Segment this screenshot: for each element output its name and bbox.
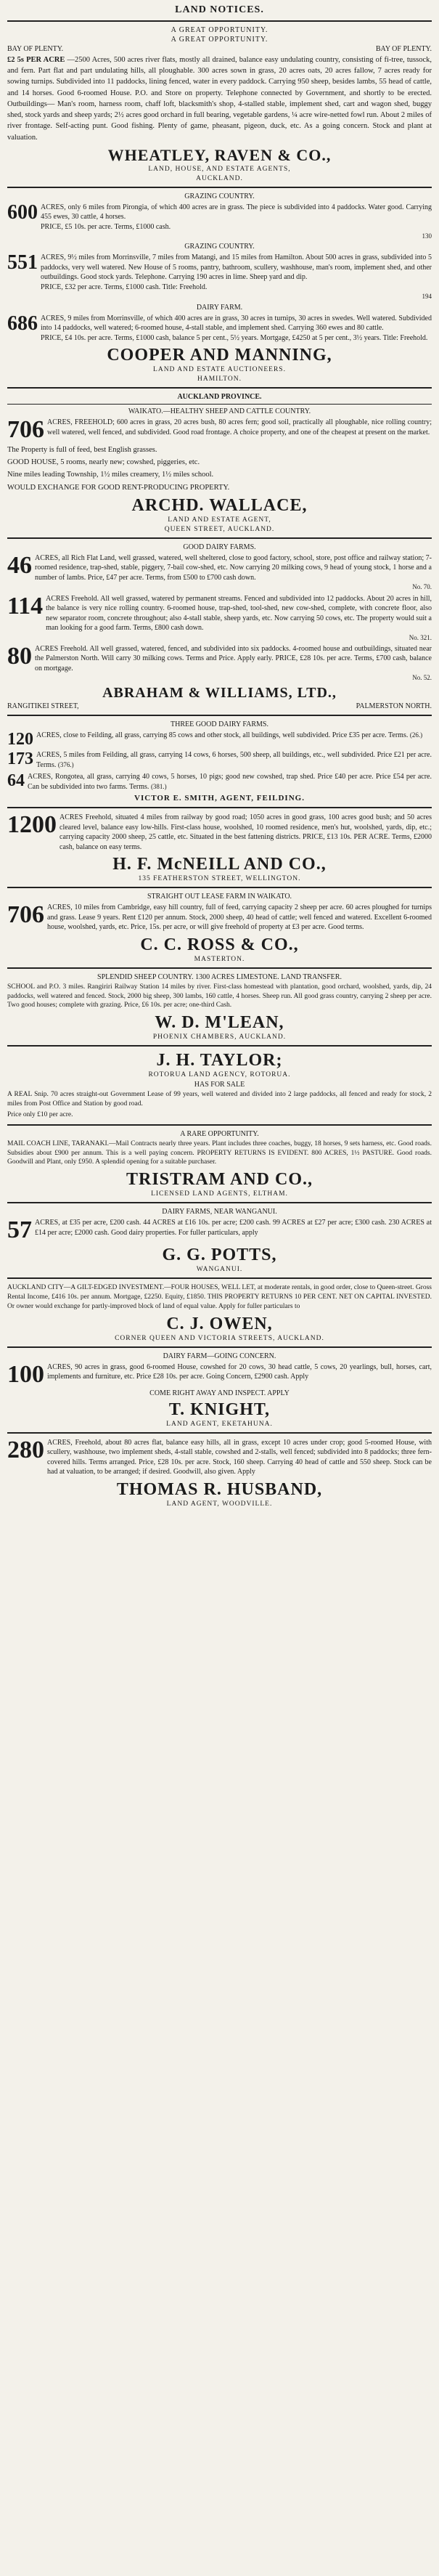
ad-tristram — [7, 1130, 432, 1198]
ad-body: SCHOOL and P.O. 3 miles. Rangiriri Railway Station 14 miles by river. First-class homestead with plantation, good orchard, woolshed, yards, dip, 24 paddocks, well watered and fenced. Stock, 2000 big sheep, 300 lambs, 160 cattle, 4 horses. Sheep run. All good grass country, carrying 2 sheep per acre. Two good houses; complete with grazing. Price, £6 10s. per acre; one-third Cash. — [7, 983, 432, 1009]
firm-sub: LAND AND ESTATE AUCTIONEERS. — [153, 366, 286, 374]
acreage: 100 — [7, 1360, 44, 1388]
inspect-line: COME RIGHT AWAY AND INSPECT. APPLY — [149, 1389, 290, 1397]
firm-city: MASTERTON. — [194, 955, 245, 963]
divider — [7, 1045, 432, 1047]
listing-text — [28, 772, 432, 792]
firm-name: VICTOR E. SMITH, AGENT, FEILDING. — [134, 794, 305, 803]
listing-ref: 194 — [422, 293, 432, 301]
ad-title: WAIKATO.—HEALTHY SHEEP AND CATTLE COUNTRY. — [128, 407, 311, 416]
firm-address — [7, 702, 432, 710]
ad-body-text: —2500 Acres, 500 acres river flats, mostly all drained, balance easy undulating country, consisting of fi-tree, tussock, and fern. Part flat and part undulating hills, all ploughable. 300 acres sown in grass, 20 acres oats, 20 acres fallow, 7 acres ready for sowing turnips. Subdivided into 11 paddocks, lining fenced, water in every paddock. Carrying 950 sheep, besides lambs, 55 head of cattle, and 14 horses. Good 6-roomed House. P.O. and Store on property. Telephone connected by Government, and shortly to be erected. Outbuildings— Man's room, harness room, chaff loft, blacksmith's shop, 4-stalled stable, implement shed, cart and wagon shed, buggy shed, stock yards and sheep yards; 2½ acres good orchard in full bearing, vegetable gardens, ¼ acre wire-netted fowl run. About 2 miles of river frontage. Self-acting punt. Good fishing. Plenty of game, pheasant, pigeon, duck, etc. As a going concern. Stock and plant at valuation. — [7, 56, 432, 142]
acreage: 706 — [7, 416, 44, 444]
page-header: LAND NOTICES. — [175, 4, 264, 15]
firm-address: PHOENIX CHAMBERS, AUCKLAND. — [152, 1033, 287, 1041]
firm-sub: ROTORUA LAND AGENCY, ROTORUA. — [148, 1071, 291, 1079]
divider — [7, 387, 432, 389]
ad-mcneill — [7, 813, 432, 882]
listing — [7, 1218, 432, 1243]
listing — [7, 644, 432, 683]
acreage: 600 — [7, 200, 38, 224]
listing-ref: No. 52. — [412, 674, 432, 682]
ad-thomas-husband — [7, 1438, 432, 1508]
listing-text — [36, 731, 432, 741]
ad-wheatley-raven — [7, 26, 432, 182]
ad-body: MAIL COACH LINE, TARANAKI.—Mail Contracts nearly three years. Plant includes three coaches, buggy, 18 horses, 9 sets harness, etc. Good roads. Subsidies about £900 per annum. This is a well paying concern. PROPERTY RETURNS IS EVIDENT. 800 ACRES, 1½ PASTURE. Good roads. Goodwill and Plant, only £950. A splendid opening for a suitable purchaser. — [7, 1139, 432, 1166]
listing — [7, 813, 432, 852]
ad-t-knight — [7, 1352, 432, 1428]
firm-sub: LAND AND ESTATE AGENT, — [168, 516, 271, 524]
ad-gg-potts — [7, 1208, 432, 1273]
listing — [7, 253, 432, 301]
listing-desc: ACRES, Rongotea, all grass, carrying 40 cows, 5 horses, 10 pigs; good new cowshed, trap shed. Price £40 per acre. Price £54 per acre. Can be subdivided into two farms. Terms. — [28, 773, 432, 791]
listing-ref: (26.) — [409, 731, 423, 739]
place-right: BAY OF PLENTY. — [375, 45, 432, 53]
listing — [7, 750, 432, 770]
firm-city: AUCKLAND. — [196, 174, 243, 182]
divider — [7, 537, 432, 539]
section-heading: A RARE OPPORTUNITY. — [180, 1129, 259, 1138]
acreage: 46 — [7, 551, 32, 579]
divider — [7, 1346, 432, 1348]
sale-label: HAS FOR SALE — [194, 1081, 245, 1089]
listing-ref: (376.) — [57, 760, 74, 768]
divider — [7, 1202, 432, 1203]
ad-jh-taylor — [7, 1051, 432, 1119]
listing-text — [41, 203, 432, 241]
ad-cc-ross — [7, 893, 432, 963]
listing — [7, 314, 432, 344]
firm-sub: LAND AGENT, WOODVILLE. — [166, 1500, 273, 1508]
section-heading: DAIRY FARM—GOING CONCERN. — [163, 1352, 276, 1360]
ad-price: Price only £10 per acre. — [7, 1110, 73, 1118]
ad-victor-smith — [7, 720, 432, 803]
listing-desc: ACRES, 9 miles from Morrinsville, of which 400 acres are in grass, 30 acres in turnips, 30 acres in swedes. Well watered. Subdivided into 14 paddocks, well watered; 6-roomed house, 4-stall stable, and implement shed. Carrying 360 ewes and 80 cattle. — [41, 314, 432, 333]
acreage: 1200 — [7, 811, 57, 839]
listing-text — [35, 644, 432, 683]
section-heading: GRAZING COUNTRY. — [184, 192, 255, 200]
acreage: 551 — [7, 251, 38, 275]
listing — [7, 1438, 432, 1477]
section-heading: DAIRY FARM. — [196, 303, 243, 312]
listing-desc: ACRES, 9½ miles from Morrinsville, 7 miles from Matangi, and 15 miles from Hamilton. About 500 acres in grass, subdivided into 5 paddocks, very well watered. New House of 5 rooms, pantry, bathroom, scullery, washhouse, man's room, implement shed, and other outbuildings. Good stock yards. Telephone. Carrying 190 acres in lime. Sheep yard and dip. — [41, 253, 432, 282]
firm-name: G. G. POTTS, — [162, 1246, 277, 1265]
firm-city: HAMILTON. — [197, 375, 242, 383]
acreage: 57 — [7, 1216, 32, 1244]
divider — [7, 715, 432, 716]
section-heading: DAIRY FARMS, NEAR WANGANUI. — [162, 1208, 277, 1216]
ad-body: A REAL Snip. 70 acres straight-out Government Lease of 99 years, well watered and divided into 2 large paddocks, all fenced and ready for stock, 2 miles from Post Office and Station by good road. — [7, 1091, 432, 1108]
firm-name: T. KNIGHT, — [168, 1399, 271, 1419]
divider-thin — [7, 404, 432, 405]
listing — [7, 594, 432, 642]
section-heading: GOOD DAIRY FARMS. — [183, 543, 256, 551]
firm-name: THOMAS R. HUSBAND, — [116, 1479, 323, 1499]
divider — [7, 1432, 432, 1434]
listing — [7, 731, 432, 748]
firm-address: CORNER QUEEN AND VICTORIA STREETS, AUCKLAND. — [115, 1334, 324, 1342]
listing-desc: ACRES Freehold. All well grassed, watered by permanent streams. Fenced and subdivided into 12 paddocks. About 20 acres in hill, the balance is very nice rolling country. 6-roomed house, trap-shed, tool-shed, new cow-shed, complete, with concrete floor, also new separator room, concrete throughout; also 4-stall stable, sheep yards, etc. Now carrying 50 cows, etc. The property would suit a man looking for a good farm. Terms, £800 cash down. — [46, 594, 432, 633]
listing-ref: (381.) — [150, 782, 167, 790]
acreage: 280 — [7, 1436, 44, 1463]
listing-desc: ACRES, all Rich Flat Land, well grassed, watered, well sheltered, close to good factory, school, store, post office and railway station; 7-roomed residence, trap-shed, stable, piggery, 7-bail cow-shed, etc. Now carrying 20 milking cows, 9 head of young stock, 1 horse and a number of lambs. Price, £47 per acre. Terms, from £500 to £700 cash down. — [35, 553, 432, 582]
firm-sub: LICENSED LAND AGENTS, ELTHAM. — [151, 1190, 288, 1198]
listing-text: ACRES, Freehold, about 80 acres flat, balance easy hills, all in grass, except 10 acres under crop; good 5-roomed House, with scullery, washhouse, two implement sheds, 4-stall stable, cowshed and 2-stalls, well fenced; subdivided into 8 paddocks; three fern-covered hills. Terms arranged. Price, £28 10s. per acre. Stock, 160 sheep. Carrying 40 head of cattle and 550 sheep. Stock can be had at valuation, to be arranged; if desired. Goodwill, also given. Apply — [47, 1438, 432, 1476]
ad-wd-mclean — [7, 973, 432, 1041]
acreage: 120 — [7, 730, 33, 749]
firm-name: C. J. OWEN, — [166, 1314, 273, 1333]
ad-body: AUCKLAND CITY—A GILT-EDGED INVESTMENT.—FOUR HOUSES, WELL LET, at moderate rentals, in good order, close to Queen-street. Gross Rental Income, £416 10s. per annum. Mortgage, £2250. Equity, £1850. THIS PROPERTY RETURNS 10 PER CENT. NET ON CAPITAL INVESTED. Or owner would exchange for partly-improved block of land of equal value. Apply for fuller particulars to — [7, 1284, 432, 1310]
listing-desc: ACRES, only 6 miles from Pirongia, of which 400 acres are in grass. The piece is subdivided into 4 paddocks. Water good. Carrying 455 ewes, 30 cattle, 4 horses. — [41, 203, 432, 222]
firm-name: ABRAHAM & WILLIAMS, LTD., — [102, 685, 337, 702]
divider — [7, 807, 432, 808]
listing-text — [41, 253, 432, 301]
listing-text — [46, 594, 432, 642]
acreage: 64 — [7, 771, 25, 791]
acreage: 173 — [7, 749, 33, 769]
firm-name: WHEATLEY, RAVEN & CO., — [107, 145, 332, 164]
divider — [7, 1277, 432, 1279]
firm-city: QUEEN STREET, AUCKLAND. — [164, 525, 275, 533]
header-rule — [7, 20, 432, 22]
ad-line: GOOD HOUSE, 5 rooms, nearly new; cowshed, piggeries, etc. — [7, 458, 200, 467]
firm-sub: LAND, HOUSE, AND ESTATE AGENTS, — [148, 165, 291, 173]
ad-line: WOULD EXCHANGE FOR GOOD RENT-PRODUCING PROPERTY. — [7, 483, 230, 492]
land-notices-page — [7, 3, 432, 2570]
listing-text: ACRES, 10 miles from Cambridge, easy hill country, full of feed, carrying capacity 2 sheep per acre. 60 acres ploughed for turnips and grass. Lease 9 years. Rent £120 per annum. Stock, 2000 sheep, 40 head of cattle; well fenced and watered. Excellent 6-roomed house, woolshed, yards, etc. Price, 15s. per acre, or will give freehold of property at £3 per acre. Good terms. — [47, 903, 432, 932]
listing-price: PRICE, £32 per acre. Terms, £1000 cash. Title: Freehold. — [41, 283, 208, 291]
listing-text: ACRES, 90 acres in grass, good 6-roomed House, cowshed for 20 cows, 30 head cattle, 5 cows, 20 yearlings, bull, horses, cart, implements and furniture, etc. Price £28 10s. per acre. Going Concern, £2900 cash. Apply — [47, 1362, 432, 1381]
acreage: 706 — [7, 901, 44, 929]
acreage: 114 — [7, 592, 44, 619]
ad-line: Nine miles leading Township, 1½ miles creamery, 1½ miles school. — [7, 471, 214, 479]
section-heading: SPLENDID SHEEP COUNTRY. 1300 ACRES LIMESTONE. LAND TRANSFER. — [97, 972, 342, 981]
ad-line: The Property is full of feed, best English grasses. — [7, 446, 157, 455]
place-left: BAY OF PLENTY. — [7, 45, 64, 53]
listing-desc: ACRES Freehold. All well grassed, watered, fenced, and subdivided into six paddocks. 4-roomed house and outbuildings, situated near the Palmerston North. Will carry 30 milking cows. Terms and Price. Apply early. PRICE, £28 10s. per acre. Terms, £700 cash, balance on mortgage. — [35, 644, 432, 673]
ad-title: A GREAT OPPORTUNITY. — [171, 36, 268, 44]
divider — [7, 187, 432, 188]
acreage: 686 — [7, 312, 38, 335]
listing-desc: ACRES, close to Feilding, all grass, carrying 85 cows and other stock, all buildings, well subdivided. Price £35 per acre. Terms. — [36, 731, 409, 740]
listing — [7, 1362, 432, 1387]
section-heading: THREE GOOD DAIRY FARMS. — [170, 720, 268, 729]
listing — [7, 903, 432, 933]
firm-name: COOPER AND MANNING, — [107, 346, 332, 365]
divider — [7, 887, 432, 888]
place-line — [7, 45, 432, 53]
listing-price: PRICE, £5 10s. per acre. Terms, £1000 cash. — [41, 222, 171, 231]
listing-ref: 130 — [422, 232, 432, 240]
ad-abraham-williams — [7, 543, 432, 710]
addr-right: PALMERSTON NORTH. — [356, 702, 432, 711]
listing-ref: No. 321. — [409, 633, 432, 641]
listing-text — [41, 314, 432, 344]
listing-text: ACRES Freehold, situated 4 miles from railway by good road; 1050 acres in good grass, 100 acres good bush; and 50 acres cleared level, balance easy low-hills. First-class house, woolshed, 10 roomed residence, men's hut, woolshed, yards, dip, etc.; carrying capacity 2000 sheep, 25 cattle, etc. Situated in the best fattening districts. PRICE, £13 10s. PER ACRE. Terms, £2000 cash, balance on easy terms. — [60, 813, 432, 851]
section-heading: STRAIGHT OUT LEASE FARM IN WAIKATO. — [147, 893, 292, 901]
firm-name: W. D. M'LEAN, — [155, 1013, 284, 1033]
ad-cooper-manning — [7, 192, 432, 383]
section-heading: GRAZING COUNTRY. — [184, 243, 255, 251]
firm-city: WANGANUI. — [196, 1266, 243, 1274]
firm-name: TRISTRAM AND CO., — [126, 1170, 313, 1190]
ad-title: A GREAT OPPORTUNITY. — [171, 26, 268, 34]
firm-name: H. F. McNEILL AND CO., — [112, 855, 327, 874]
listing — [7, 772, 432, 792]
addr-left: RANGITIKEI STREET, — [7, 702, 79, 711]
region: AUCKLAND PROVINCE. — [177, 393, 262, 402]
listing-desc: ACRES, 5 miles from Feilding, all grass, carrying 14 cows, 6 horses, 500 sheep, all buildings, etc., well subdivided. Price £21 per acre. Terms. — [36, 751, 432, 769]
listing-text — [36, 750, 432, 770]
listing — [7, 418, 432, 442]
listing-text: ACRES, at £35 per acre, £200 cash. 44 ACRES at £16 10s. per acre; £200 cash. 99 ACRES at £27 per acre; £300 cash. 230 ACRES at £14 per acre; £2000 cash. Good dairy properties. For fuller particulars, apply — [35, 1219, 432, 1237]
listing-text: ACRES, FREEHOLD; 600 acres in grass, 20 acres bush, 80 acres fern; good soil, practically all ploughable, nice rolling country; well watered, well fenced, and subdivided. Good road frontage. A choice property, and one of the cheapest at present on the market. — [47, 418, 432, 436]
listing-text — [35, 553, 432, 592]
listing — [7, 200, 432, 241]
firm-name: C. C. ROSS & CO., — [140, 935, 299, 954]
listing — [7, 553, 432, 592]
listing-ref: No. 70. — [412, 583, 432, 591]
firm-sub: LAND AGENT, EKETAHUNA. — [166, 1420, 273, 1428]
listing-price: PRICE, £4 10s. per acre. Terms, £1000 cash, balance 5 per cent., 5½ years. Mortgage, £4250 at 5 per cent., 3½ years. Title: Freehold. — [41, 333, 428, 342]
lead-price: £2 5s PER ACRE — [7, 56, 65, 64]
firm-address: 135 FEATHERSTON STREET, WELLINGTON. — [138, 875, 301, 883]
firm-name: ARCHD. WALLACE, — [131, 495, 308, 515]
ad-body — [7, 54, 432, 143]
divider — [7, 967, 432, 969]
divider — [7, 1124, 432, 1126]
ad-cj-owen — [7, 1283, 432, 1341]
ad-archd-wallace — [7, 393, 432, 533]
acreage: 80 — [7, 642, 32, 670]
firm-name: J. H. TAYLOR; — [156, 1051, 283, 1070]
